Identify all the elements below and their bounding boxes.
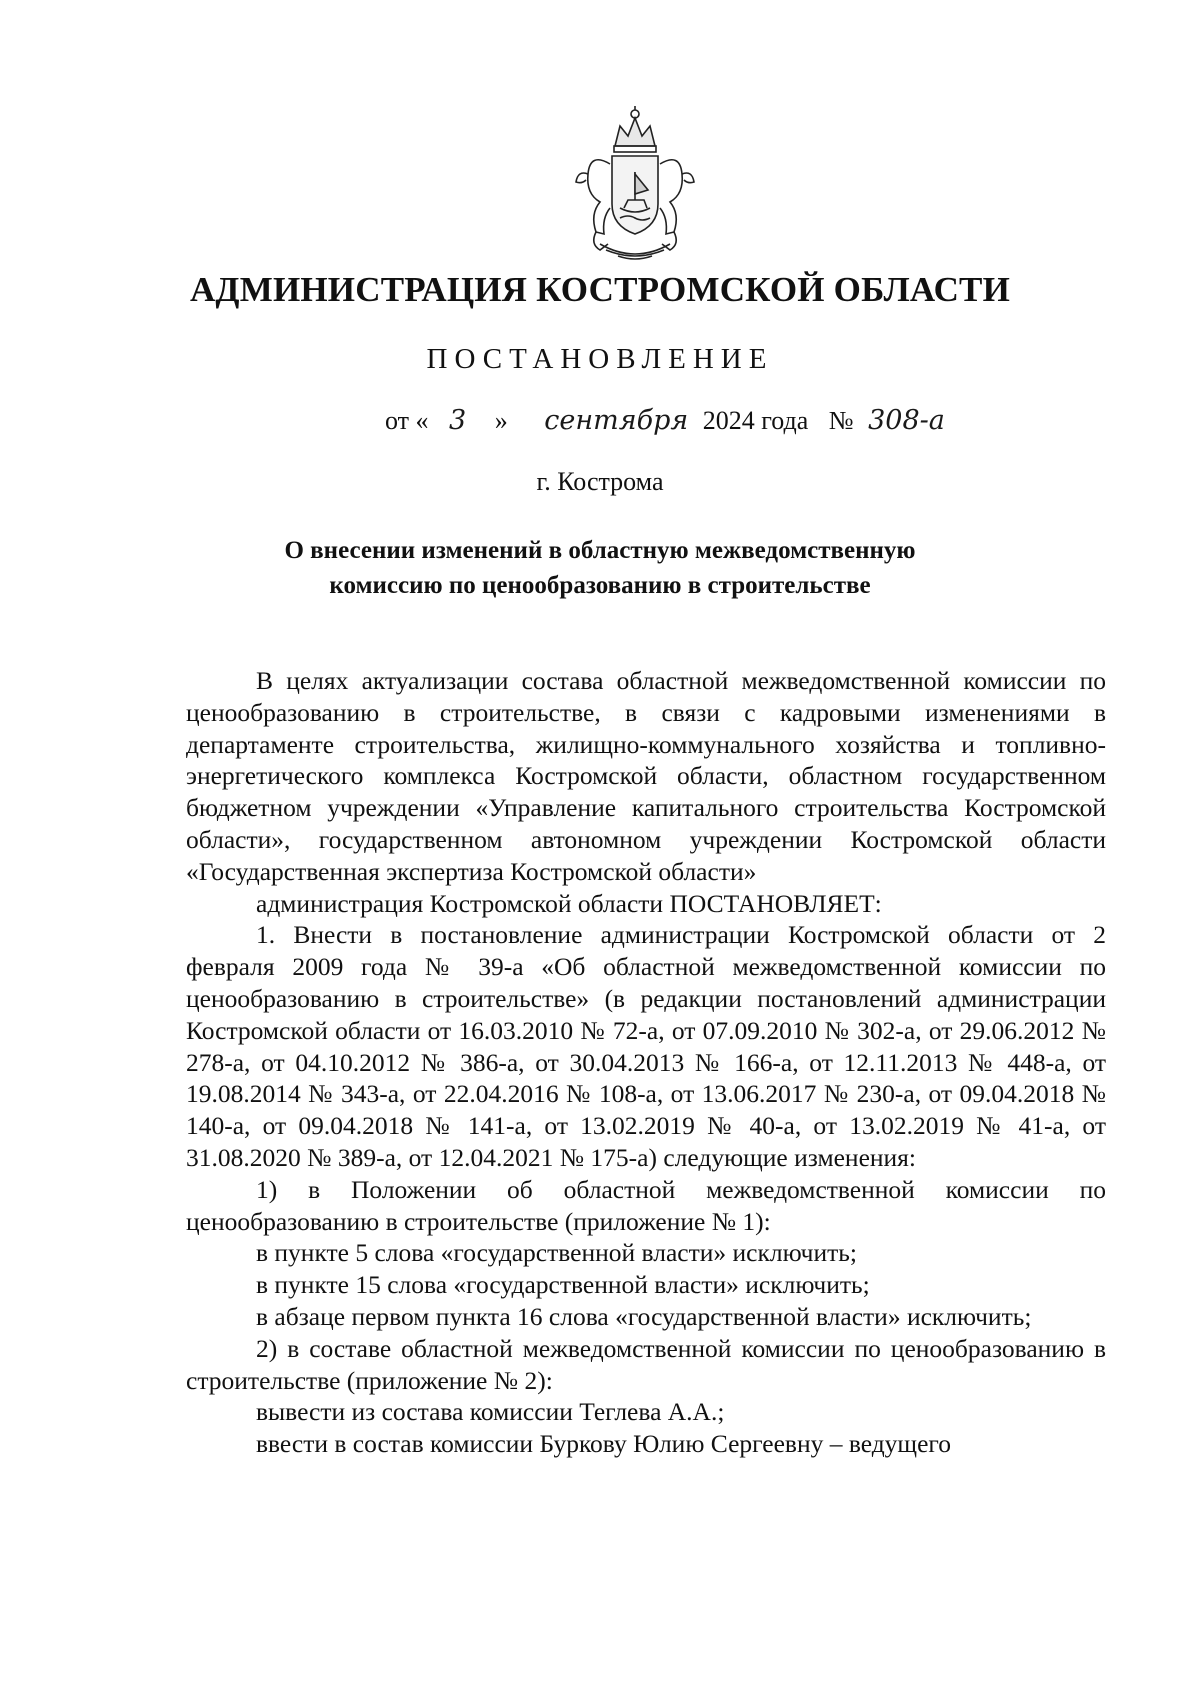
city-name: г. Кострома bbox=[536, 467, 664, 496]
coat-of-arms-emblem bbox=[560, 104, 710, 264]
document-body bbox=[186, 665, 1106, 1460]
subject-line-1: О внесении изменений в областную межведомственную bbox=[284, 537, 916, 564]
subject-line-2: комиссию по ценообразованию в строительстве bbox=[329, 572, 871, 599]
body-paragraph: в пункте 15 слова «государственной власти» исключить; bbox=[256, 1270, 870, 1300]
document-type: ПОСТАНОВЛЕНИЕ bbox=[426, 343, 774, 375]
body-paragraph: 1) в Положении об областной межведомственной комиссии по ценообразованию в строительстве (приложение № 1): bbox=[186, 1174, 1106, 1236]
date-number-line bbox=[385, 405, 945, 436]
date-close-quote: » bbox=[494, 406, 508, 435]
document-subject bbox=[0, 533, 1200, 603]
date-year: 2024 года bbox=[702, 406, 809, 435]
body-paragraph: администрация Костромской области ПОСТАНОВЛЯЕТ: bbox=[256, 888, 882, 918]
date-prefix: от « bbox=[385, 406, 429, 435]
body-paragraph: 1. Внести в постановление администрации Костромской области от 2 февраля 2009 года № 39-а «Об областной межведомственной комиссии по ценообразованию в строительстве» (в редакции постановлений администрации Костромской области от 16.03.2010 № 72-а, от 07.09.2010 № 302-а, от 29.06.2012 № 278-а, от 04.10.2012 № 386-а, от 30.04.2013 № 166-а, от 12.11.2013 № 448-а, от 19.08.2014 № 343-а, от 22.04.2016 № 108-а, от 13.06.2017 № 230-а, от 09.04.2018 № 140-а, от 09.04.2018 № 141-а, от 13.02.2019 № 40-а, от 13.02.2019 № 41-а, от 31.08.2020 № 389-а, от 12.04.2021 № 175-а) следующие изменения: bbox=[186, 920, 1106, 1172]
date-day: 3 bbox=[449, 405, 467, 436]
body-paragraph: в абзаце первом пункта 16 слова «государственной власти» исключить; bbox=[256, 1301, 1032, 1331]
organization-title: АДМИНИСТРАЦИЯ КОСТРОМСКОЙ ОБЛАСТИ bbox=[189, 270, 1011, 309]
number-sign: № bbox=[828, 406, 854, 435]
body-paragraph: ввести в состав комиссии Буркову Юлию Сергеевну – ведущего bbox=[256, 1429, 951, 1459]
body-paragraph: 2) в составе областной межведомственной комиссии по ценообразованию в строительстве (приложение № 2): bbox=[186, 1333, 1106, 1395]
date-month: сентября bbox=[544, 405, 689, 436]
body-paragraph: в пункте 5 слова «государственной власти» исключить; bbox=[256, 1238, 857, 1268]
body-paragraph: В целях актуализации состава областной межведомственной комиссии по ценообразованию в строительстве, в связи с кадровыми изменениями в департаменте строительства, жилищно-коммунального хозяйства и топливно-энергетического комплекса Костромской области, областном государственном бюджетном учреждении «Управление капитального строительства Костромской области», государственном автономном учреждении Костромской области «Государственная экспертиза Костромской области» bbox=[186, 666, 1106, 886]
body-paragraph: вывести из состава комиссии Теглева А.А.; bbox=[256, 1397, 725, 1427]
document-number: 308-а bbox=[868, 405, 945, 436]
